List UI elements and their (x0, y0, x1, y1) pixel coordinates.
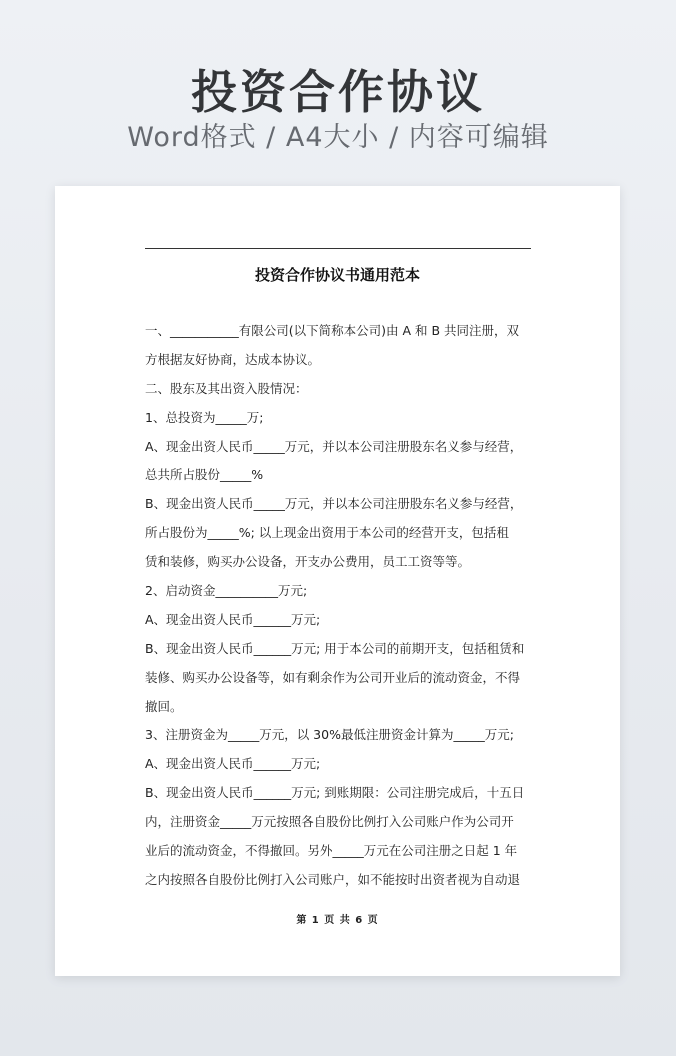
page-number: 第 1 页 共 6 页 (296, 915, 379, 926)
paragraph-line: 3、注册资金为_____万元，以 30%最低注册资金计算为_____万元; (145, 727, 514, 743)
banner-subtitle: Word格式 / A4大小 / 内容可编辑 (127, 122, 549, 153)
paragraph-line: 1、总投资为_____万; (145, 409, 264, 425)
document-page (55, 186, 620, 976)
paragraph-line: 方根据友好协商，达成本协议。 (145, 351, 321, 367)
paragraph-line: A、现金出资人民币_____万元，并以本公司注册股东名义参与经营， (145, 438, 523, 454)
paragraph-line: 一、___________有限公司(以下简称本公司)由 A 和 B 共同注册，双 (145, 323, 520, 338)
document-body (145, 317, 535, 895)
banner-title: 投资合作协议 (191, 65, 485, 119)
paragraph-line: B、现金出资人民币______万元; 用于本公司的前期开支，包括租赁和 (145, 640, 525, 656)
paragraph-line: 装修、购买办公设备等，如有剩余作为公司开业后的流动资金，不得 (145, 669, 521, 685)
header-rule (145, 248, 531, 249)
paragraph-line: 内，注册资金_____万元按照各自股份比例打入公司账户作为公司开 (145, 814, 514, 830)
paragraph-line: 二、股东及其出资入股情况： (145, 380, 308, 396)
paragraph-line: A、现金出资人民币______万元; (145, 756, 321, 772)
paragraph-line: A、现金出资人民币______万元; (145, 611, 321, 627)
paragraph-line: 赁和装修，购买办公设备，开支办公费用，员工工资等等。 (145, 554, 471, 570)
document-title: 投资合作协议书通用范本 (254, 266, 420, 284)
paragraph-line: 2、启动资金__________万元; (145, 583, 308, 599)
paragraph-line: 之内按照各自股份比例打入公司账户，如不能按时出资者视为自动退 (145, 871, 521, 887)
paragraph-line: 撤回。 (145, 698, 183, 714)
paragraph-line: 所占股份为_____%; 以上现金出资用于本公司的经营开支，包括租 (145, 525, 509, 541)
paragraph-line: 业后的流动资金，不得撤回。另外_____万元在公司注册之日起 1 年 (145, 843, 518, 859)
paragraph-line: B、现金出资人民币_____万元，并以本公司注册股东名义参与经营， (145, 496, 523, 512)
paragraph-line: 总共所占股份_____% (145, 467, 264, 483)
paragraph-line: B、现金出资人民币______万元; 到账期限：公司注册完成后，十五日 (145, 785, 525, 801)
